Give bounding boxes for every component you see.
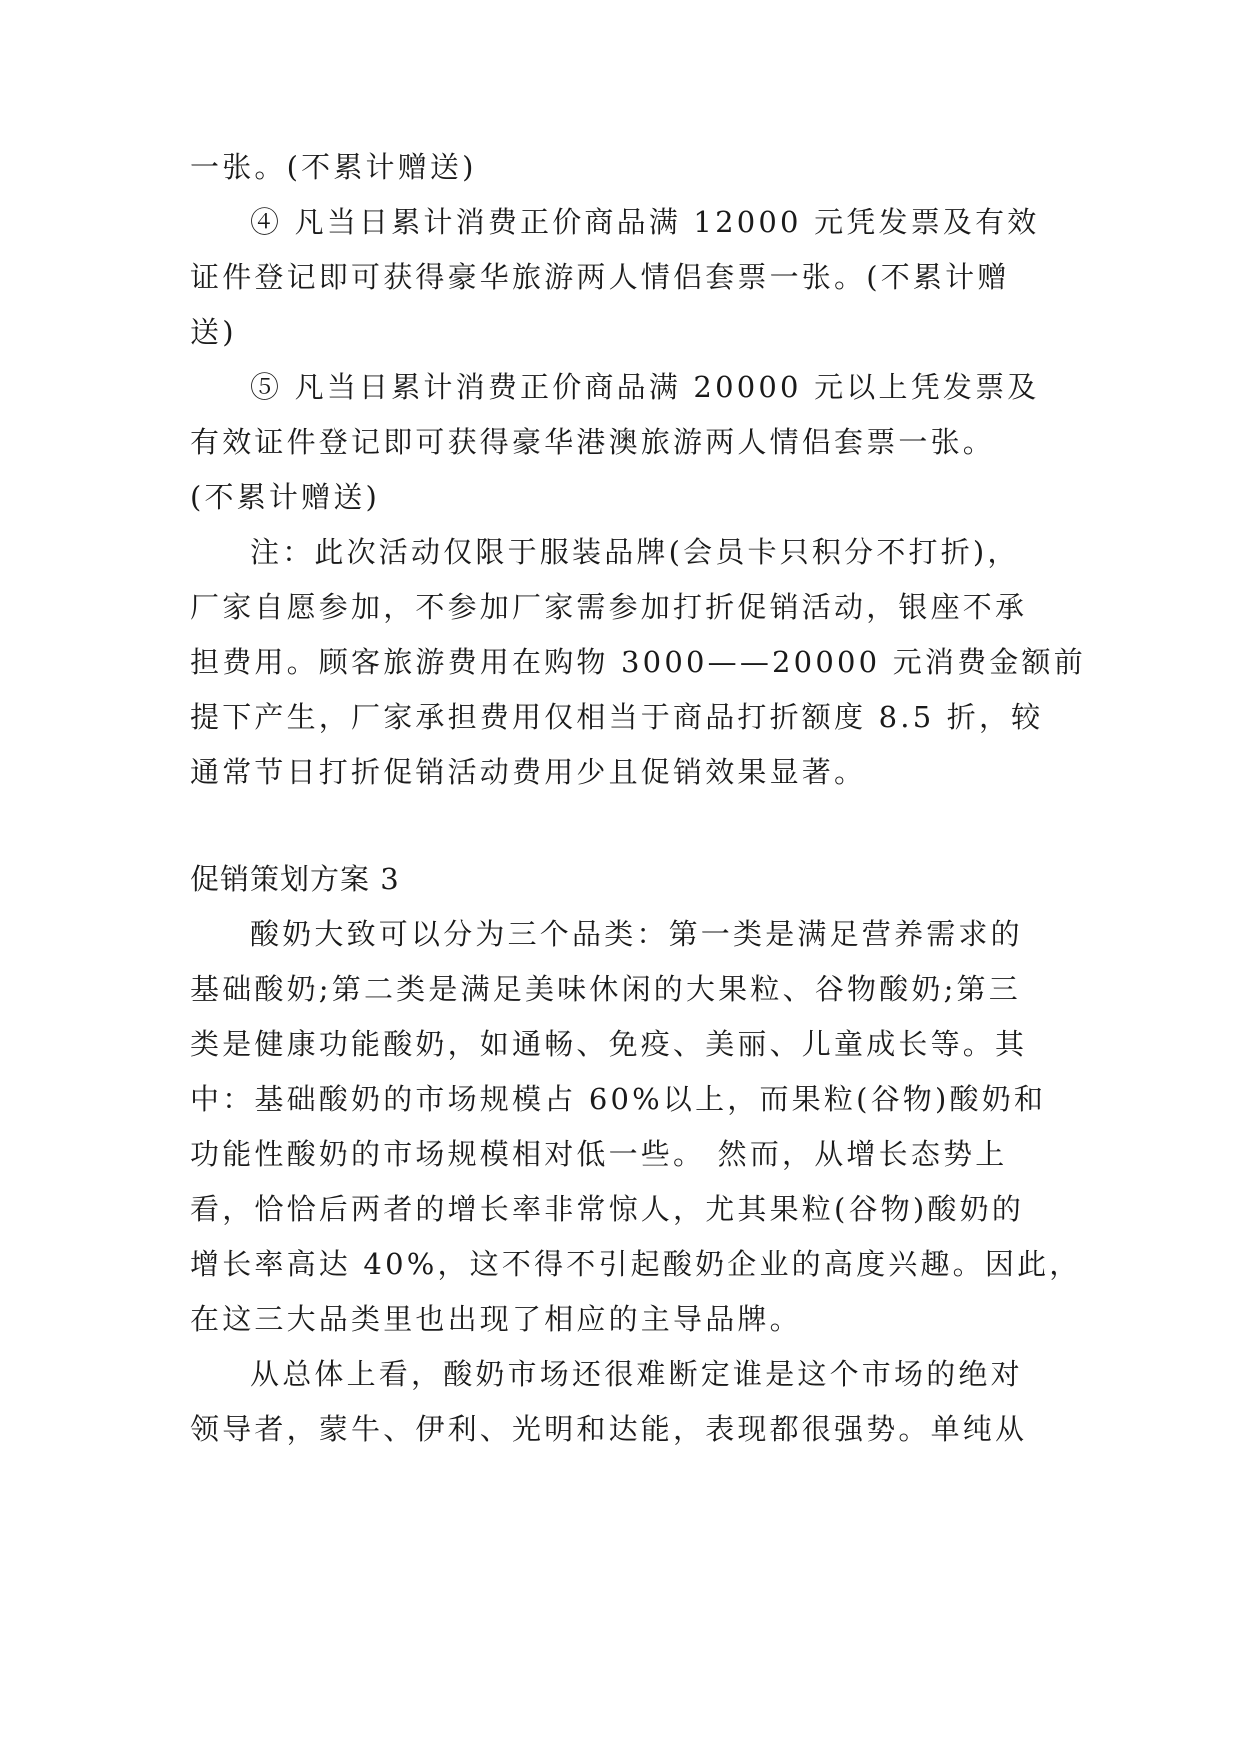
text-line: 在这三大品类里也出现了相应的主导品牌。 [190,1302,802,1336]
text-line: 厂家自愿参加，不参加厂家需参加打折促销活动，银座不承 [190,590,1028,624]
text-line: 酸奶大致可以分为三个品类：第一类是满足营养需求的 [250,917,1023,951]
text-line: 通常节日打折促销活动费用少且促销效果显著。 [190,755,867,789]
text-line: ④ 凡当日累计消费正价商品满 12000 元凭发票及有效 [250,205,1040,239]
text-line: 送) [190,315,237,349]
text-line: 证件登记即可获得豪华旅游两人情侣套票一张。(不累计赠 [190,260,1010,294]
text-line: 一张。(不累计赠送) [190,150,477,184]
text-line: ⑤ 凡当日累计消费正价商品满 20000 元以上凭发票及 [250,370,1040,404]
text-line: 中：基础酸奶的市场规模占 60%以上，而果粒(谷物)酸奶和 [190,1082,1047,1116]
text-line: 基础酸奶;第二类是满足美味休闲的大果粒、谷物酸奶;第三 [190,972,1021,1006]
text-line: 类是健康功能酸奶，如通畅、免疫、美丽、儿童成长等。其 [190,1027,1028,1061]
text-line: 看，恰恰后两者的增长率非常惊人，尤其果粒(谷物)酸奶的 [190,1192,1025,1226]
text-line: 从总体上看，酸奶市场还很难断定谁是这个市场的绝对 [250,1357,1023,1391]
text-line: 有效证件登记即可获得豪华港澳旅游两人情侣套票一张。 [190,425,996,459]
text-line: 增长率高达 40%，这不得不引起酸奶企业的高度兴趣。因此， [190,1247,1082,1281]
text-line: 担费用。顾客旅游费用在购物 3000——20000 元消费金额前 [190,645,1086,679]
text-line: 注：此次活动仅限于服装品牌(会员卡只积分不打折)， [250,535,1020,569]
text-line: 提下产生，厂家承担费用仅相当于商品打折额度 8.5 折，较 [190,700,1044,734]
section-heading: 促销策划方案 3 [190,862,400,896]
text-line: 功能性酸奶的市场规模相对低一些。 然而，从增长态势上 [190,1137,1008,1171]
text-line: (不累计赠送) [190,480,381,514]
text-line: 领导者，蒙牛、伊利、光明和达能，表现都很强势。单纯从 [190,1412,1028,1446]
